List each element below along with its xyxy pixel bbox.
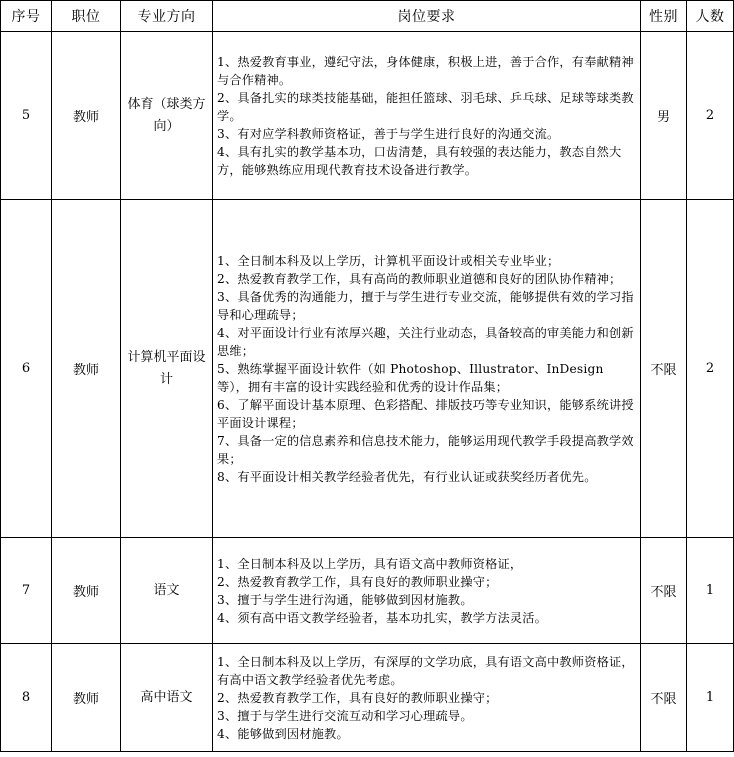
requirement-item: 2、热爱教育教学工作，具有高尚的教师职业道德和良好的团队协作精神；: [217, 271, 622, 286]
header-count: 人数: [687, 1, 734, 32]
requirement-item: 4、具有扎实的教学基本功，口齿清楚，具有较强的表达能力，教态自然大方，能够熟练应用现代教育技术设备进行教学。: [217, 144, 622, 177]
header-gender: 性别: [641, 1, 687, 32]
header-requirements: 岗位要求: [213, 1, 641, 32]
requirement-item: 4、能够做到因材施教。: [217, 726, 349, 741]
row-requirements: [213, 32, 641, 200]
row-major: 计算机平面设计: [121, 200, 213, 538]
row-major: 语文: [121, 538, 213, 644]
row-count: 2: [687, 32, 734, 200]
table-header-row: [1, 1, 734, 32]
table-row: [1, 200, 734, 538]
requirement-item: 8、有平面设计相关教学经验者优先，有行业认证或获奖经历者优先。: [217, 469, 597, 484]
row-requirements: [213, 644, 641, 752]
requirement-item: 7、具备一定的信息素养和信息技术能力，能够运用现代教学手段提高教学效果；: [217, 433, 634, 466]
row-position: 教师: [52, 32, 121, 200]
row-position: 教师: [52, 200, 121, 538]
row-major: 体育（球类方向）: [121, 32, 213, 200]
requirement-item: 4、须有高中语文教学经验者，基本功扎实，教学方法灵活。: [217, 610, 548, 625]
requirement-item: 2、热爱教育教学工作，具有良好的教师职业操守；: [217, 690, 498, 705]
row-count: 1: [687, 644, 734, 752]
requirement-item: 3、具备优秀的沟通能力，擅于与学生进行专业交流，能够提供有效的学习指导和心理疏导；: [217, 289, 634, 322]
table-row: [1, 644, 734, 752]
row-count: 1: [687, 538, 734, 644]
row-gender: 不限: [641, 538, 687, 644]
row-no: 6: [1, 200, 52, 538]
header-no: 序号: [1, 1, 52, 32]
header-major: 专业方向: [121, 1, 213, 32]
row-no: 5: [1, 32, 52, 200]
requirement-item: 2、具备扎实的球类技能基础，能担任篮球、羽毛球、乒乓球、足球等球类教学。: [217, 90, 634, 123]
table-row: [1, 32, 734, 200]
requirement-item: 4、对平面设计行业有浓厚兴趣，关注行业动态，具备较高的审美能力和创新思维；: [217, 325, 634, 358]
requirement-item: 1、全日制本科及以上学历，具有语文高中教师资格证，: [217, 556, 523, 571]
requirement-item: 1、热爱教育事业，遵纪守法，身体健康，积极上进，善于合作，有奉献精神与合作精神。: [217, 54, 634, 87]
requirement-item: 1、全日制本科及以上学历，有深厚的文学功底，具有语文高中教师资格证，有高中语文教学经验者优先考虑。: [217, 654, 634, 687]
requirement-item: 1、全日制本科及以上学历，计算机平面设计或相关专业毕业；: [217, 253, 560, 268]
row-gender: 不限: [641, 200, 687, 538]
row-position: 教师: [52, 538, 121, 644]
table-row: [1, 538, 734, 644]
row-requirements: [213, 200, 641, 538]
requirement-item: 3、擅于与学生进行交流互动和学习心理疏导。: [217, 708, 473, 723]
row-no: 8: [1, 644, 52, 752]
header-position: 职位: [52, 1, 121, 32]
row-position: 教师: [52, 644, 121, 752]
row-requirements: [213, 538, 641, 644]
requirement-item: 2、热爱教育教学工作，具有良好的教师职业操守；: [217, 574, 498, 589]
requirement-item: 5、熟练掌握平面设计软件（如 Photoshop、Illustrator、InDesign 等），拥有丰富的设计实践经验和优秀的设计作品集；: [217, 361, 604, 394]
row-gender: 不限: [641, 644, 687, 752]
requirement-item: 3、有对应学科教师资格证，善于与学生进行良好的沟通交流。: [217, 126, 560, 141]
row-count: 2: [687, 200, 734, 538]
row-major: 高中语文: [121, 644, 213, 752]
requirement-item: 6、了解平面设计基本原理、色彩搭配、排版技巧等专业知识，能够系统讲授平面设计课程；: [217, 397, 634, 430]
row-no: 7: [1, 538, 52, 644]
row-gender: 男: [641, 32, 687, 200]
requirement-item: 3、擅于与学生进行沟通，能够做到因材施教。: [217, 592, 473, 607]
